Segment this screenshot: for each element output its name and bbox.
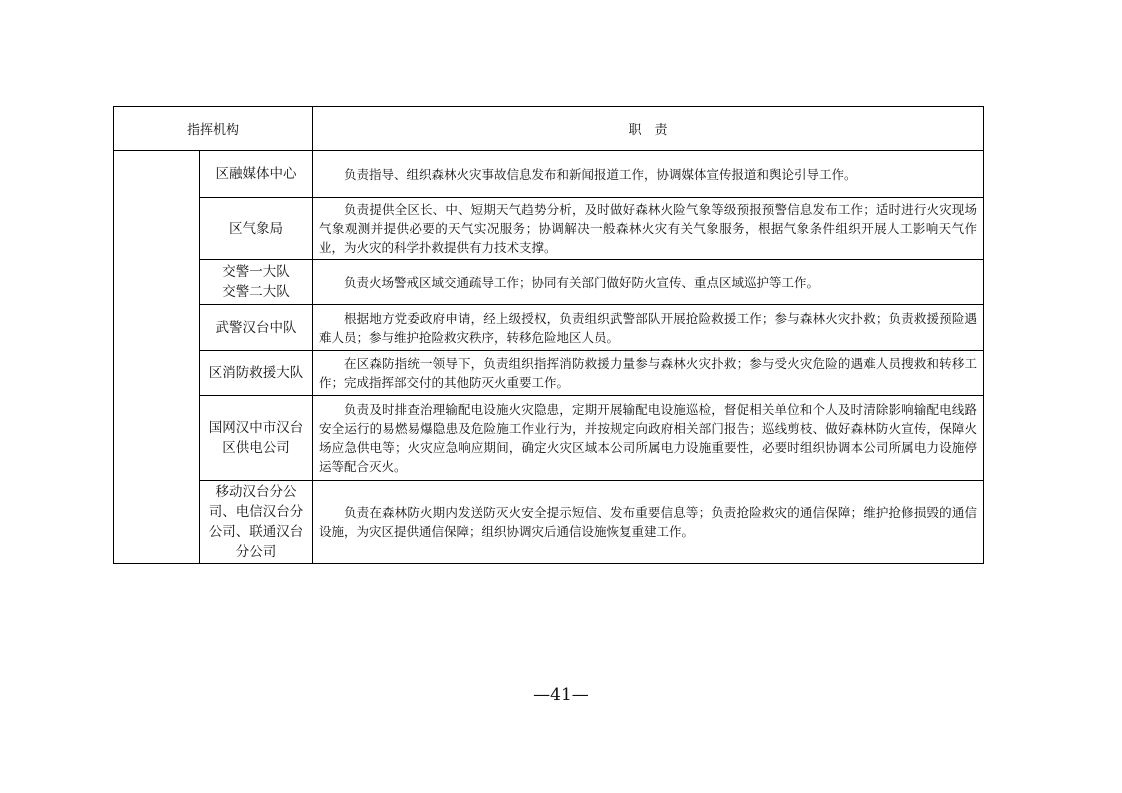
org-cell: 区气象局: [200, 198, 313, 260]
org-cell: 国网汉中市汉台 区供电公司: [200, 396, 313, 481]
page-number: —41—: [533, 685, 589, 705]
duty-cell: 根据地方党委政府申请，经上级授权，负责组织武警部队开展抢险救援工作；参与森林火灾扑救；负责救援预险遇难人员；参与维护抢险救灾秩序，转移危险地区人员。: [313, 305, 984, 351]
duty-cell: 负责提供全区长、中、短期天气趋势分析，及时做好森林火险气象等级预报预警信息发布工作；适时进行火灾现场气象观测并提供必要的天气实况服务；协调解决一般森林火灾有关气象服务，根据气象条件组织开展人工影响天气作业，为火灾的科学扑救提供有力技术支撑。: [313, 198, 984, 260]
duty-cell: 负责及时排查治理输配电设施火灾隐患，定期开展输配电设施巡检，督促相关单位和个人及时清除影响输配电线路安全运行的易燃易爆隐患及危险施工作业行为，并按规定向政府相关部门报告；巡线剪枝、做好森林防火宣传，保障火场应急供电等；火灾应急响应期间，确定火灾区域本公司所属电力设施重要性，必要时组织协调本公司所属电力设施停运等配合灭火。: [313, 396, 984, 481]
org-cell: 区融媒体中心: [200, 151, 313, 198]
table-row: [114, 151, 984, 198]
group-cell: [114, 151, 200, 564]
org-cell: 武警汉台中队: [200, 305, 313, 351]
duty-cell: 负责指导、组织森林火灾事故信息发布和新闻报道工作，协调媒体宣传报道和舆论引导工作。: [313, 151, 984, 198]
header-duty: 职 责: [313, 107, 984, 151]
table-row: [114, 198, 984, 260]
duty-cell: 在区森防指统一领导下，负责组织指挥消防救援力量参与森林火灾扑救；参与受火灾危险的遇难人员搜救和转移工作；完成指挥部交付的其他防灭火重要工作。: [313, 351, 984, 396]
table-row: [114, 481, 984, 564]
org-cell: 移动汉台分公 司、电信汉台分 公司、联通汉台 分公司: [200, 481, 313, 564]
org-cell: 交警一大队 交警二大队: [200, 260, 313, 305]
table-row: [114, 351, 984, 396]
table-row: [114, 396, 984, 481]
table-header-row: [114, 107, 984, 151]
duty-cell: 负责在森林防火期内发送防灭火安全提示短信、发布重要信息等；负责抢险救灾的通信保障；维护抢修损毁的通信设施，为灾区提供通信保障；组织协调灾后通信设施恢复重建工作。: [313, 481, 984, 564]
org-cell: 区消防救援大队: [200, 351, 313, 396]
header-org: 指挥机构: [114, 107, 313, 151]
duty-cell: 负责火场警戒区域交通疏导工作；协同有关部门做好防火宣传、重点区域巡护等工作。: [313, 260, 984, 305]
table-row: [114, 305, 984, 351]
table-row: [114, 260, 984, 305]
responsibility-table: [113, 106, 984, 564]
